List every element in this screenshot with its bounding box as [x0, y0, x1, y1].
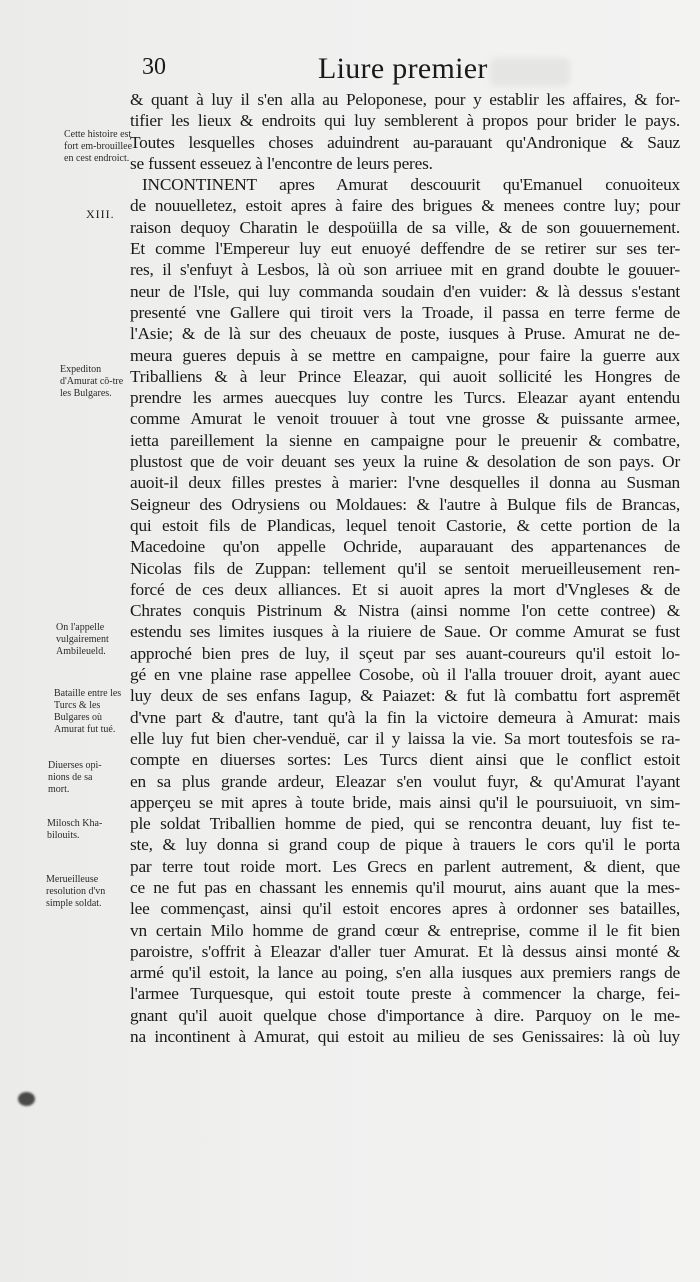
body-text — [130, 89, 680, 1047]
margin-note: Merueilleuse resolution d'vn simple soldat. — [46, 874, 106, 909]
margin-note: Milosch Kha-bilouits. — [47, 818, 103, 841]
text-line: Seigneur des Odrysiens ou Moldaues: & l'autre à Bulque fils de Brancas, — [130, 494, 680, 514]
text-line: & quant à luy il s'en alla au Peloponese, pour y establir les affaires, & for- — [130, 90, 680, 109]
text-line: elle luy fut bien cher-venduë, car il y laissa la vie. Sa mort toutesfois se ra- — [130, 728, 680, 748]
margin-note: Bataille entre les Turcs & les Bulgares où Amurat fut tué. — [54, 688, 122, 735]
text-line: tifier les lieux & endroits qui luy semblerent à propos pour brider le pays. — [130, 111, 680, 131]
text-line: na incontinent à Amurat, qui estoit au milieu de ses Genissaires: là où luy — [130, 1027, 680, 1047]
text-line: Et comme l'Empereur luy eut enuoyé deffendre de se retirer sur ses ter- — [130, 239, 680, 259]
text-line: auoit-il deux filles prestes à marier: l'vne desquelles il donna au Susman — [130, 473, 680, 493]
margin-note: Cette histoire est fort em-brouillee en cest endroict. — [64, 129, 133, 164]
text-line: presenté vne Gallere qui tiroit vers la Troade, il passa en terre ferme de — [130, 302, 680, 322]
text-line: d'vne part & d'autre, tant qu'à la fin la victoire demeura à Amurat: mais — [130, 707, 680, 727]
text-line: se fussent esseuez à l'encontre de leurs peres. — [130, 153, 433, 173]
text-line: Nicolas fils de Zuppan: tellement qu'il se sentoit merueilleusement ren- — [130, 558, 680, 578]
text-line: paroistre, s'offrit à Eleazar d'aller tuer Amurat. Et là dessus ainsi monté & — [130, 941, 680, 961]
text-line: INCONTINENT apres Amurat descouurit qu'Emanuel conuoiteux — [142, 175, 680, 195]
text-line: l'armee Turquesque, qui estoit toute preste à commencer la charge, fei- — [130, 984, 680, 1004]
text-line: ste, & luy donna si grand coup de pique à trauers le cors qu'il le porta — [130, 835, 680, 855]
text-line: meura gueres depuis à se mettre en campaigne, pour faire la guerre aux — [130, 345, 680, 365]
page-number: 30 — [142, 54, 166, 80]
text-line: l'Asie; & de là sur des cheuaux de poste, iusques à Pruse. Amurat ne de- — [130, 324, 680, 344]
text-line: neur de l'Isle, qui luy commanda soudain d'en vuider: & là dessus s'estant — [130, 281, 680, 301]
margin-note: Expediton d'Amurat cō-tre les Bulgares. — [60, 364, 124, 399]
text-line: compte en diuerses sortes: Les Turcs dient ainsi que le conflict estoit — [130, 750, 680, 770]
text-line: Chrates conquis Pistrinum & Nistra (ainsi nomme l'on cette contree) & — [130, 601, 680, 621]
text-line: vn certain Milo homme de grand cœur & entreprise, comme il le fit bien — [130, 920, 680, 940]
margin-note: On l'appelle vulgairement Ambileueld. — [56, 622, 109, 657]
text-line: qui estoit fils de Plandicas, lequel tenoit Castorie, & cette portion de la — [130, 515, 680, 535]
text-line: Macedoine qu'on appelle Ochride, auparauant des appartenances de — [130, 537, 680, 557]
text-line: plustost que de voir deuant ses yeux la ruine & desolation de son pays. Or — [130, 452, 680, 472]
text-line: res, il s'enfuyt à Lesbos, là où son arriuee mit en grand doubte le gouuer- — [130, 260, 680, 280]
ink-blot — [18, 1092, 35, 1106]
running-title: Liure premier — [318, 52, 488, 85]
chapter-numeral: XIII. — [86, 207, 115, 221]
text-line: Triballiens & à leur Prince Eleazar, qui auoit sollicité les Hongres de — [130, 366, 680, 386]
text-line: lee commençast, ainsi qu'il estoit encores apres à ordonner ses batailles, — [130, 899, 680, 919]
text-line: gnant qu'il auoit quelque chose d'importance à dire. Parquoy on le me- — [130, 1005, 680, 1025]
text-line: en sa plus grande ardeur, Eleazar s'en voulut fuyr, & qu'Amurat l'ayant — [130, 771, 680, 791]
text-line: ce ne fut pas en chassant les ennemis qu'il mourut, ains auant que la mes- — [130, 877, 680, 897]
text-line: de nouuelletez, estoit apres à faire des brigues & menees contre luy; pour — [130, 196, 680, 216]
margin-note: Diuerses opi-nions de sa mort. — [48, 760, 102, 795]
page-header — [0, 50, 700, 90]
text-line: approché bien pres de luy, il sçeut par ses auant-coureurs qu'il estoit lo- — [130, 643, 680, 663]
text-line: armé qu'il estoit, la lance au poing, s'en alla iusques aux premiers rangs de — [130, 963, 680, 983]
text-line: forcé de ces deux alliances. Et si auoit apres la mort d'Vngleses & de — [130, 579, 680, 599]
text-line: gé en vne plaine rase appellee Cosobe, où il l'alla trouuer droit, ayant auec — [130, 665, 680, 685]
text-line: par terre tout roide mort. Les Grecs en parlent autrement, & dient, que — [130, 856, 680, 876]
paper-stain — [490, 58, 570, 86]
text-line: raison dequoy Charatin le despoüilla de sa ville, & de son gouuernement. — [130, 217, 680, 237]
text-line: estendu ses limites iusques à la riuiere de Saue. Or comme Amurat se fust — [130, 622, 680, 642]
text-line: ietta pareillement la sienne en campaigne pour le preuenir & combatre, — [130, 430, 680, 450]
text-line: Toutes lesquelles choses aduindrent au-parauant qu'Andronique & Sauz — [130, 132, 680, 152]
text-line: comme Amurat le venoit trouuer à tout vne grosse & puissante armee, — [130, 409, 680, 429]
text-line: apperçeu se mit apres à toute bride, mais ainsi qu'il le poursuiuoit, vn sim- — [130, 792, 680, 812]
text-line: prendre les armes auecques luy contre les Turcs. Eleazar ayant entendu — [130, 388, 680, 408]
text-line: ple soldat Triballien homme de pied, qui se rencontra deuant, luy fist te- — [130, 814, 680, 834]
text-line: luy deux de ses enfans Iagup, & Paiazet: & fut là combattu fort aspremēt — [130, 686, 680, 706]
